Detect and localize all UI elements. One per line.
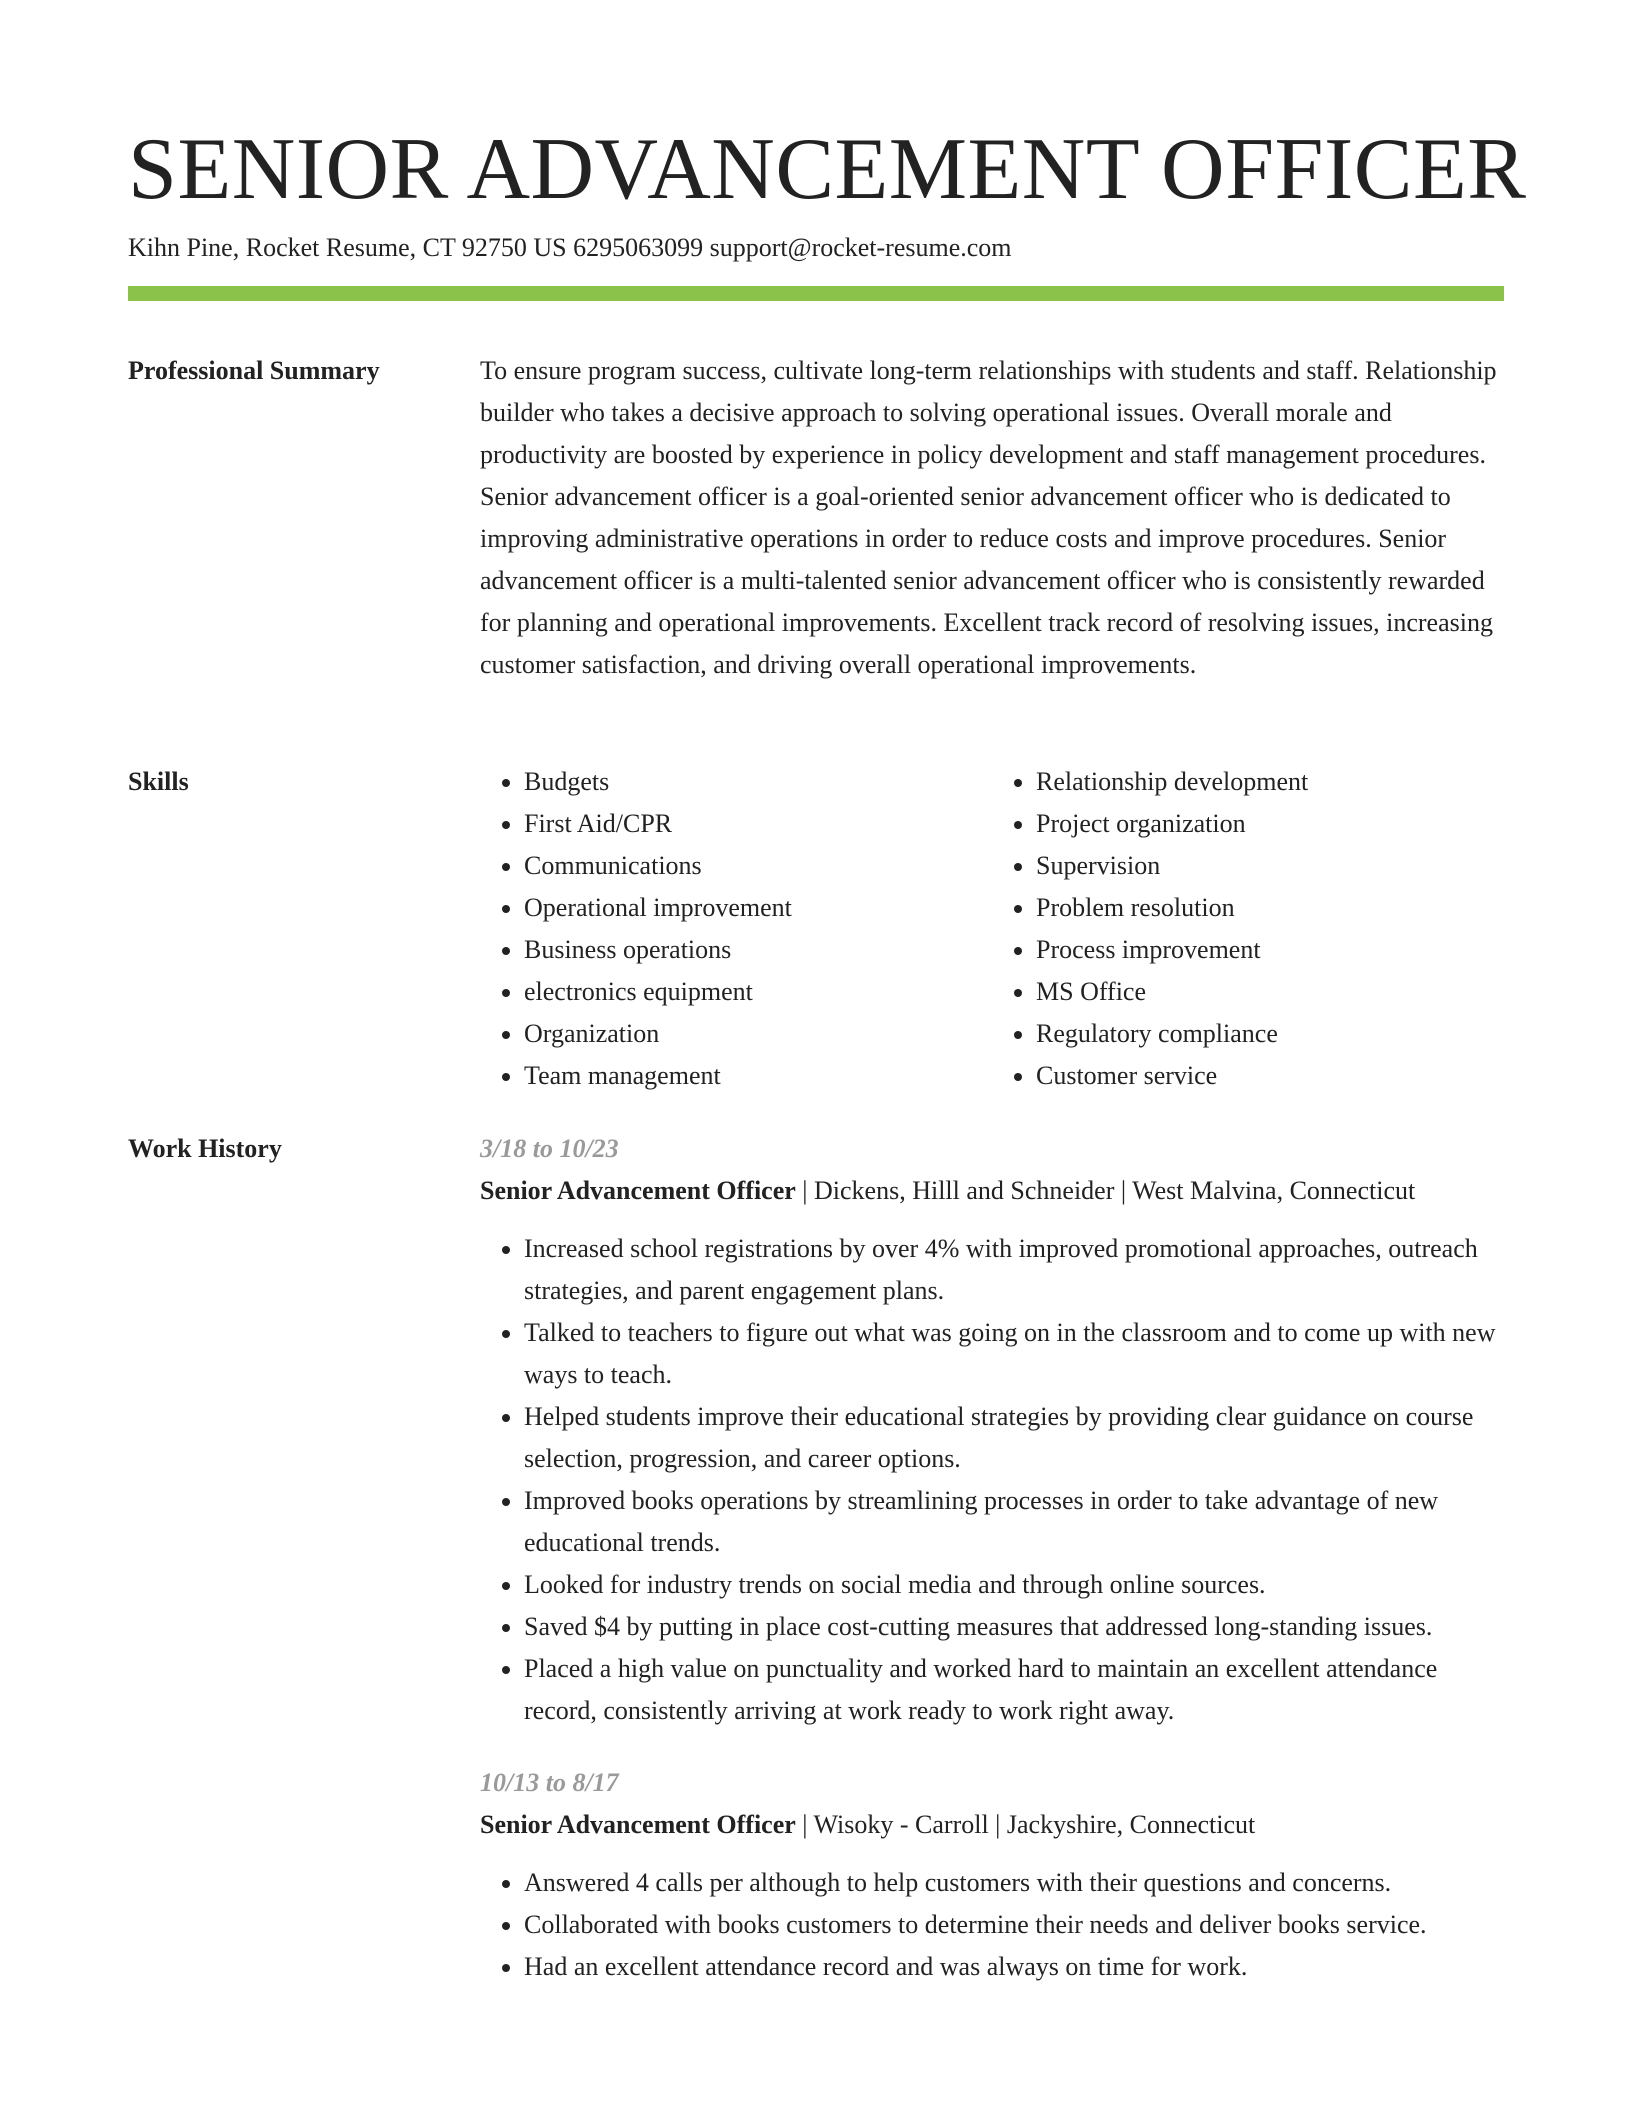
job-title: Senior Advancement Officer (480, 1176, 796, 1205)
summary-text: To ensure program success, cultivate long-term relationships with students and staff. Relationship builder who takes a decisive approach to solving operational issues. Overall morale and productivity are boosted by experience in policy development and staff management procedures. Senior advancement officer is a goal-oriented senior advancement officer who is dedicated to improving administrative operations in order to reduce costs and improve procedures. Senior advancement officer is a multi-talented senior advancement officer who is consistently rewarded for planning and operational improvements. Excellent track record of resolving issues, increasing customer satisfaction, and driving overall operational improvements. (480, 356, 1497, 679)
contact-line: Kihn Pine, Rocket Resume, CT 92750 US 6295063099 support@rocket-resume.com (128, 233, 1012, 262)
skill-item: • Team management (524, 1055, 992, 1097)
job-bullet-list (480, 1228, 1504, 1732)
skill-item: • Project organization (1036, 803, 1504, 845)
accent-rule (128, 286, 1504, 301)
skill-item: • Process improvement (1036, 929, 1504, 971)
work-history-body (480, 1128, 1504, 2018)
resume-title: SENIOR ADVANCEMENT OFFICER (128, 121, 1527, 218)
job-dates: 10/13 to 8/17 (480, 1768, 619, 1797)
job-dates: 3/18 to 10/23 (480, 1134, 619, 1163)
skills-list-left (480, 761, 992, 1097)
skills-label: Skills (128, 767, 189, 796)
job-bullet: • Answered 4 calls per although to help customers with their questions and concerns. (524, 1862, 1504, 1904)
job-entry (480, 1762, 1504, 1988)
skill-item: • Organization (524, 1013, 992, 1055)
job-heading (480, 1170, 1504, 1212)
skill-item: • Operational improvement (524, 887, 992, 929)
job-details: | Wisoky - Carroll | Jackyshire, Connecticut (795, 1810, 1256, 1839)
job-bullet-list (480, 1862, 1504, 1988)
summary-label: Professional Summary (128, 356, 380, 385)
skill-item: • Communications (524, 845, 992, 887)
job-entry (480, 1128, 1504, 1732)
job-bullet: • Helped students improve their educational strategies by providing clear guidance on course selection, progression, and career options. (524, 1396, 1504, 1480)
job-details: | Dickens, Hilll and Schneider | West Malvina, Connecticut (795, 1176, 1416, 1205)
work-history-label: Work History (128, 1134, 282, 1163)
job-bullet: • Talked to teachers to figure out what was going on in the classroom and to come up with new ways to teach. (524, 1312, 1504, 1396)
skill-item: • electronics equipment (524, 971, 992, 1013)
job-bullet: • Looked for industry trends on social media and through online sources. (524, 1564, 1504, 1606)
skills-columns (480, 761, 1504, 1097)
job-title: Senior Advancement Officer (480, 1810, 796, 1839)
skills-body (480, 761, 1504, 1097)
skill-item: • First Aid/CPR (524, 803, 992, 845)
skill-item: • Budgets (524, 761, 992, 803)
job-bullet: • Had an excellent attendance record and was always on time for work. (524, 1946, 1504, 1988)
job-heading (480, 1804, 1504, 1846)
skill-item: • Business operations (524, 929, 992, 971)
job-bullet: • Placed a high value on punctuality and worked hard to maintain an excellent attendance record, consistently arriving at work ready to work right away. (524, 1648, 1504, 1732)
skill-item: • Problem resolution (1036, 887, 1504, 929)
skill-item: • Relationship development (1036, 761, 1504, 803)
job-bullet: • Increased school registrations by over 4% with improved promotional approaches, outreach strategies, and parent engagement plans. (524, 1228, 1504, 1312)
job-bullet: • Collaborated with books customers to determine their needs and deliver books service. (524, 1904, 1504, 1946)
summary-body (480, 350, 1504, 686)
skill-item: • Supervision (1036, 845, 1504, 887)
skills-list-right (992, 761, 1504, 1097)
skill-item: • Regulatory compliance (1036, 1013, 1504, 1055)
skill-item: • Customer service (1036, 1055, 1504, 1097)
job-bullet: • Saved $4 by putting in place cost-cutting measures that addressed long-standing issues. (524, 1606, 1504, 1648)
skill-item: • MS Office (1036, 971, 1504, 1013)
job-bullet: • Improved books operations by streamlining processes in order to take advantage of new educational trends. (524, 1480, 1504, 1564)
